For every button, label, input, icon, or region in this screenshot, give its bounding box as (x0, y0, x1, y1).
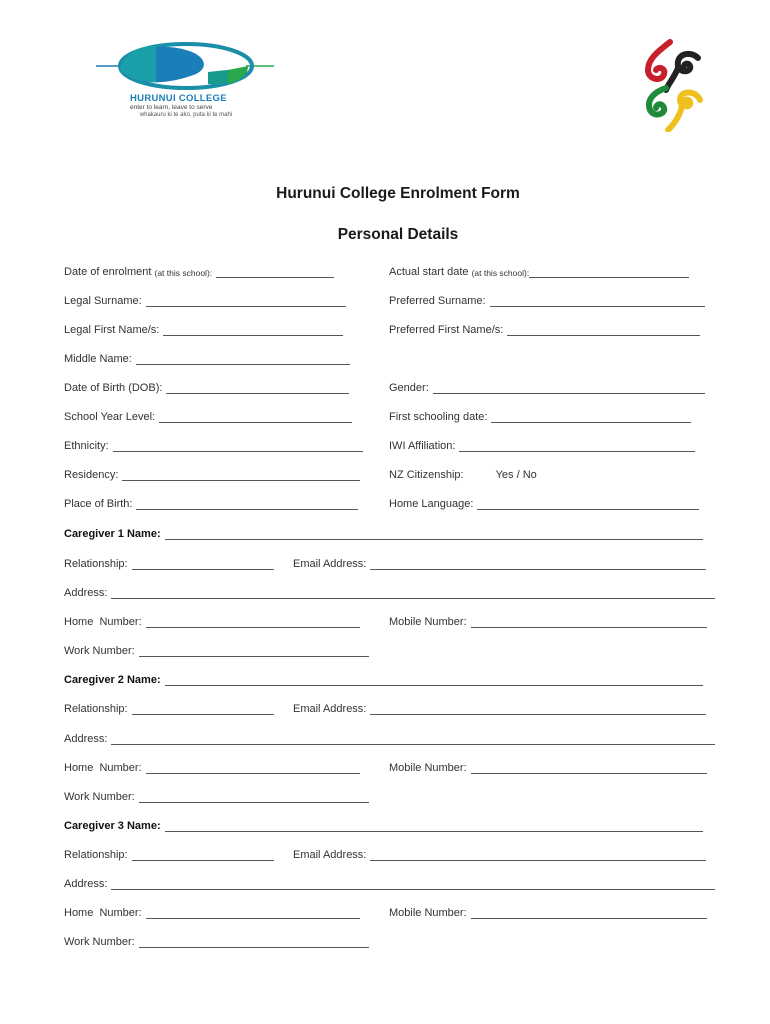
actual-start-date-field[interactable] (389, 266, 689, 278)
caregiver-2-relationship-field[interactable] (64, 703, 274, 715)
caregiver-2-address-label: Address: (64, 733, 108, 745)
caregiver-1-address-label: Address: (64, 587, 108, 599)
actual-start-date-input[interactable] (529, 266, 689, 278)
caregiver-3-email-field[interactable] (293, 849, 706, 861)
school-year-level-input[interactable] (159, 411, 352, 423)
caregiver-1-mobile-number-label: Mobile Number: (389, 616, 467, 628)
preferred-first-names-input[interactable] (507, 324, 700, 336)
legal-first-names-label: Legal First Name/s: (64, 324, 160, 336)
college-tagline-maori: whakauru ki te ako, puta ki te mahi (139, 112, 233, 118)
caregiver-2-name-field[interactable] (64, 674, 703, 686)
dob-input[interactable] (166, 382, 349, 394)
date-of-enrolment-note: (at this school): (154, 268, 213, 278)
middle-name-field[interactable] (64, 353, 350, 365)
home-language-field[interactable] (389, 498, 699, 510)
caregiver-1-email-input[interactable] (370, 558, 706, 570)
preferred-surname-field[interactable] (389, 295, 705, 307)
caregiver-1-relationship-field[interactable] (64, 558, 274, 570)
actual-start-date-note: (at this school): (471, 268, 530, 278)
caregiver-2-mobile-number-input[interactable] (471, 762, 707, 774)
caregiver-2-email-input[interactable] (370, 703, 706, 715)
residency-input[interactable] (122, 469, 360, 481)
caregiver-1-home-number-field[interactable] (64, 616, 360, 628)
caregiver-2-home-number-field[interactable] (64, 762, 360, 774)
date-of-enrolment-field[interactable] (64, 266, 334, 278)
caregiver-3-email-label: Email Address: (293, 849, 367, 861)
place-of-birth-input[interactable] (136, 498, 358, 510)
hurunui-college-logo (96, 38, 276, 124)
caregiver-2-home-number-input[interactable] (146, 762, 360, 774)
caregiver-3-relationship-field[interactable] (64, 849, 274, 861)
place-of-birth-label: Place of Birth: (64, 498, 133, 510)
residency-label: Residency: (64, 469, 119, 481)
iwi-affiliation-field[interactable] (389, 440, 695, 452)
caregiver-3-address-label: Address: (64, 878, 108, 890)
caregiver-3-name-field[interactable] (64, 820, 703, 832)
college-tagline: enter to learn, leave to serve (130, 104, 213, 111)
caregiver-2-work-number-field[interactable] (64, 791, 369, 803)
section-title: Personal Details (337, 226, 459, 243)
caregiver-3-home-number-label: Home Number: (64, 907, 142, 919)
caregiver-1-mobile-number-field[interactable] (389, 616, 707, 628)
caregiver-1-mobile-number-input[interactable] (471, 616, 707, 628)
caregiver-2-work-number-label: Work Number: (64, 791, 135, 803)
first-schooling-date-field[interactable] (389, 411, 691, 423)
caregiver-2-mobile-number-label: Mobile Number: (389, 762, 467, 774)
caregiver-3-work-number-label: Work Number: (64, 936, 135, 948)
caregiver-2-email-field[interactable] (293, 703, 706, 715)
legal-surname-label: Legal Surname: (64, 295, 142, 307)
college-emblem-icon (96, 38, 276, 98)
date-of-enrolment-label: Date of enrolment (64, 266, 152, 278)
preferred-first-names-field[interactable] (389, 324, 700, 336)
caregiver-3-mobile-number-field[interactable] (389, 907, 707, 919)
date-of-enrolment-input[interactable] (216, 266, 334, 278)
legal-first-names-field[interactable] (64, 324, 343, 336)
caregiver-3-email-input[interactable] (370, 849, 706, 861)
caregiver-1-work-number-field[interactable] (64, 645, 369, 657)
caregiver-1-relationship-label: Relationship: (64, 558, 128, 570)
school-year-level-field[interactable] (64, 411, 352, 423)
legal-first-names-input[interactable] (163, 324, 343, 336)
legal-surname-input[interactable] (146, 295, 346, 307)
caregiver-2-email-label: Email Address: (293, 703, 367, 715)
koru-logo (640, 38, 706, 132)
caregiver-1-relationship-input[interactable] (132, 558, 274, 570)
caregiver-3-home-number-field[interactable] (64, 907, 360, 919)
caregiver-1-work-number-label: Work Number: (64, 645, 135, 657)
caregiver-1-email-field[interactable] (293, 558, 706, 570)
preferred-first-names-label: Preferred First Name/s: (389, 324, 504, 336)
school-year-level-label: School Year Level: (64, 411, 156, 423)
dob-field[interactable] (64, 382, 349, 394)
caregiver-1-home-number-input[interactable] (146, 616, 360, 628)
college-name: HURUNUI COLLEGE (130, 93, 227, 104)
caregiver-1-work-number-input[interactable] (139, 645, 369, 657)
caregiver-3-name-label: Caregiver 3 Name: (64, 820, 161, 832)
caregiver-1-email-label: Email Address: (293, 558, 367, 570)
caregiver-2-address-input[interactable] (111, 733, 715, 745)
caregiver-3-mobile-number-input[interactable] (471, 907, 707, 919)
caregiver-3-work-number-field[interactable] (64, 936, 369, 948)
nz-citizenship-label: NZ Citizenship: (389, 469, 464, 481)
caregiver-3-work-number-input[interactable] (139, 936, 369, 948)
caregiver-1-home-number-label: Home Number: (64, 616, 142, 628)
caregiver-3-relationship-input[interactable] (132, 849, 274, 861)
form-title: Hurunui College Enrolment Form (276, 185, 520, 202)
caregiver-3-mobile-number-label: Mobile Number: (389, 907, 467, 919)
home-language-input[interactable] (477, 498, 699, 510)
middle-name-input[interactable] (136, 353, 350, 365)
first-schooling-date-label: First schooling date: (389, 411, 488, 423)
caregiver-2-relationship-input[interactable] (132, 703, 274, 715)
legal-surname-field[interactable] (64, 295, 346, 307)
ethnicity-input[interactable] (113, 440, 363, 452)
residency-field[interactable] (64, 469, 360, 481)
caregiver-2-relationship-label: Relationship: (64, 703, 128, 715)
koru-icon (640, 38, 706, 132)
home-language-label: Home Language: (389, 498, 474, 510)
caregiver-2-work-number-input[interactable] (139, 791, 369, 803)
caregiver-1-address-input[interactable] (111, 587, 715, 599)
caregiver-2-address-field[interactable] (64, 733, 715, 745)
caregiver-3-address-field[interactable] (64, 878, 715, 890)
gender-label: Gender: (389, 382, 429, 394)
ethnicity-label: Ethnicity: (64, 440, 109, 452)
iwi-affiliation-label: IWI Affiliation: (389, 440, 456, 452)
nz-citizenship-field[interactable] (389, 469, 537, 481)
iwi-affiliation-input[interactable] (459, 440, 695, 452)
caregiver-2-name-input[interactable] (165, 674, 703, 686)
gender-field[interactable] (389, 382, 705, 394)
caregiver-3-home-number-input[interactable] (146, 907, 360, 919)
caregiver-3-name-input[interactable] (165, 820, 703, 832)
caregiver-3-relationship-label: Relationship: (64, 849, 128, 861)
caregiver-1-name-label: Caregiver 1 Name: (64, 528, 161, 540)
caregiver-1-address-field[interactable] (64, 587, 715, 599)
actual-start-date-label: Actual start date (389, 266, 469, 278)
caregiver-1-name-field[interactable] (64, 528, 703, 540)
dob-label: Date of Birth (DOB): (64, 382, 163, 394)
place-of-birth-field[interactable] (64, 498, 358, 510)
gender-input[interactable] (433, 382, 705, 394)
middle-name-label: Middle Name: (64, 353, 132, 365)
caregiver-2-home-number-label: Home Number: (64, 762, 142, 774)
caregiver-2-name-label: Caregiver 2 Name: (64, 674, 161, 686)
caregiver-2-mobile-number-field[interactable] (389, 762, 707, 774)
caregiver-1-name-input[interactable] (165, 528, 703, 540)
first-schooling-date-input[interactable] (491, 411, 691, 423)
preferred-surname-label: Preferred Surname: (389, 295, 486, 307)
preferred-surname-input[interactable] (490, 295, 705, 307)
ethnicity-field[interactable] (64, 440, 363, 452)
nz-citizenship-options[interactable]: Yes / No (495, 469, 537, 481)
caregiver-3-address-input[interactable] (111, 878, 715, 890)
